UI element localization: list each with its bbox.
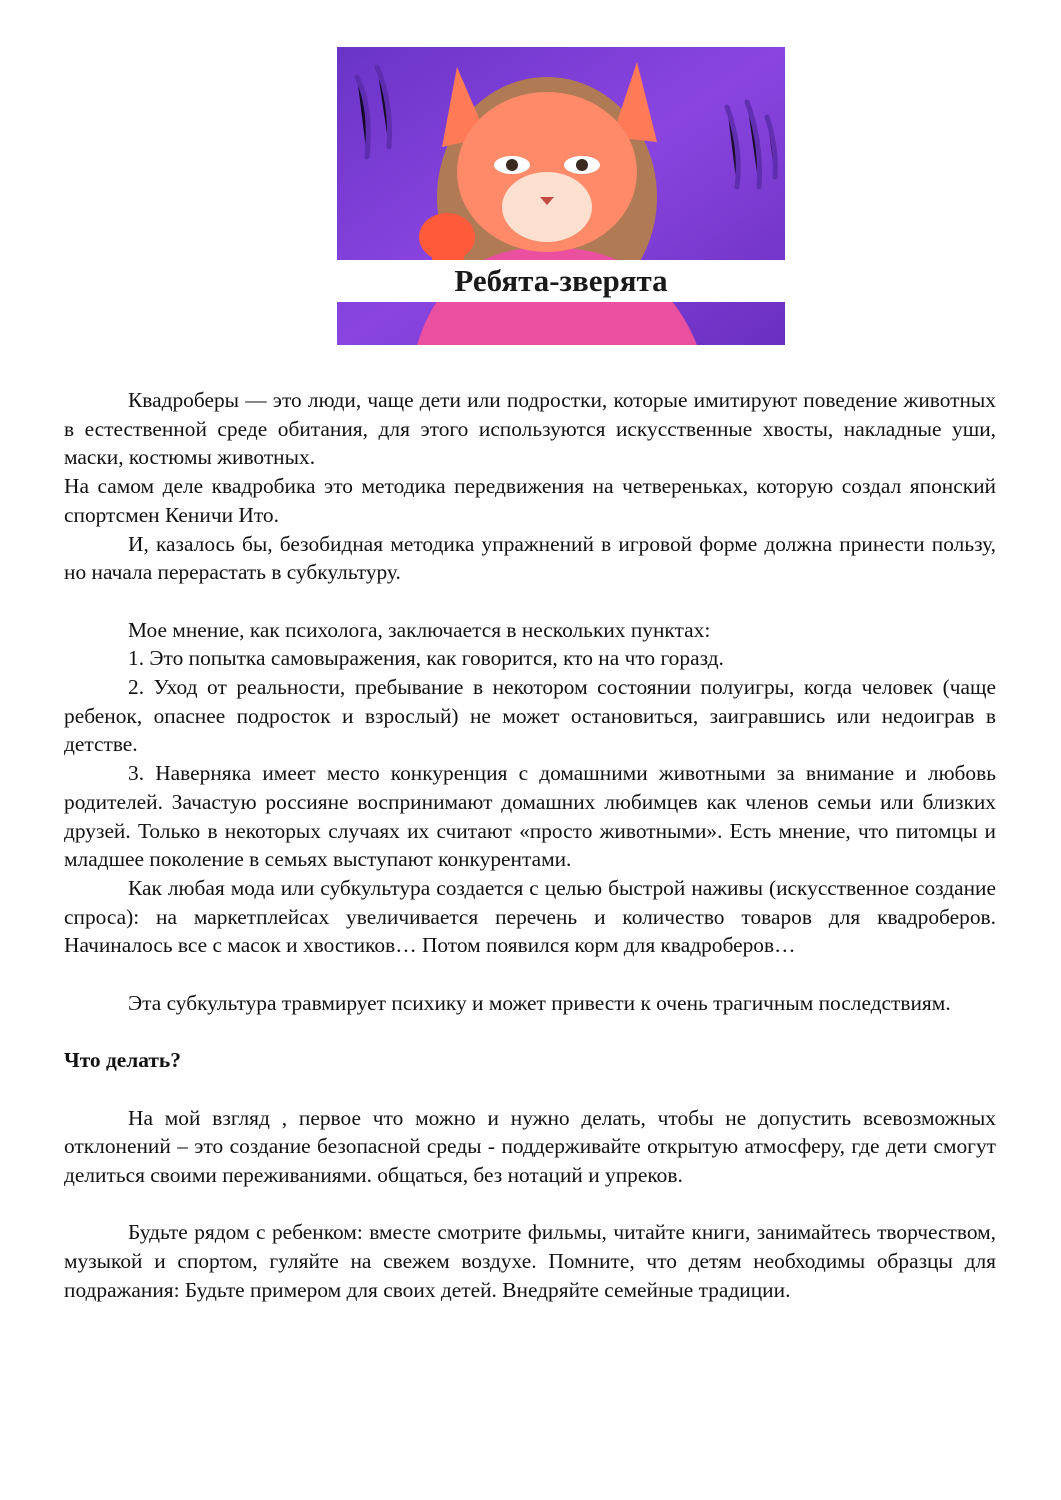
advice-paragraph-2: Будьте рядом с ребенком: вместе смотрите фильмы, читайте книги, занимайтесь творчеством, музыкой и спортом, гуляйте на свежем воздухе. Помните, что детям необходимы образцы для подражания: Будьте примером для своих детей. Внедряйте семейные традиции.: [64, 1220, 996, 1302]
opinion-lead: Мое мнение, как психолога, заключается в нескольких пунктах:: [128, 617, 711, 642]
warning-paragraph: Эта субкультура травмирует психику и может привести к очень трагичным последствиям.: [128, 990, 951, 1015]
section-heading: Что делать?: [64, 1048, 181, 1073]
page-title: Ребята-зверята: [454, 263, 668, 298]
opinion-item-3: 3. Наверняка имеет место конкуренция с домашними животными за внимание и любовь родителей. Зачастую россияне воспринимают домашних любимцев как членов семьи или близких друзей. Только в некоторых случаях их считают «просто животными». Есть мнение, что питомцы и младшее поколение в семьях выступают конкурентами.: [64, 761, 996, 872]
opinion-item-1: 1. Это попытка самовыражения, как говорится, кто на что горазд.: [128, 646, 724, 671]
intro-paragraph-2: На самом деле квадробика это методика передвижения на четвереньках, которую создал японский спортсмен Кеничи Ито.: [64, 474, 996, 527]
opinion-item-2: 2. Уход от реальности, пребывание в некотором состоянии полуигры, когда человек (чаще ребенок, опаснее подросток и взрослый) не может остановиться, заигравшись или недоиграв в детстве.: [64, 675, 996, 757]
intro-paragraph-1: Квадроберы — это люди, чаще дети или подростки, которые имитируют поведение животных в естественной среде обитания, для этого используются искусственные хвосты, накладные уши, маски, костюмы животных.: [64, 388, 996, 470]
intro-paragraph-3: И, казалось бы, безобидная методика упражнений в игровой форме должна принести пользу, но начала перерастать в субкультуру.: [64, 531, 996, 585]
article-body: [64, 386, 996, 1304]
advice-paragraph-1: На мой взгляд , первое что можно и нужно делать, чтобы не допустить всевозможных отклонений – это создание безопасной среды - поддерживайте открытую атмосферу, где дети смогут делиться своими переживаниями. общаться, без нотаций и упреков.: [64, 1105, 996, 1187]
fashion-paragraph: Как любая мода или субкультура создается с целью быстрой наживы (искусственное создание спроса): на маркетплейсах увеличивается перечень и количество товаров для квадроберов. Начиналось все с масок и хвостиков… Потом появился корм для квадроберов…: [64, 875, 996, 958]
